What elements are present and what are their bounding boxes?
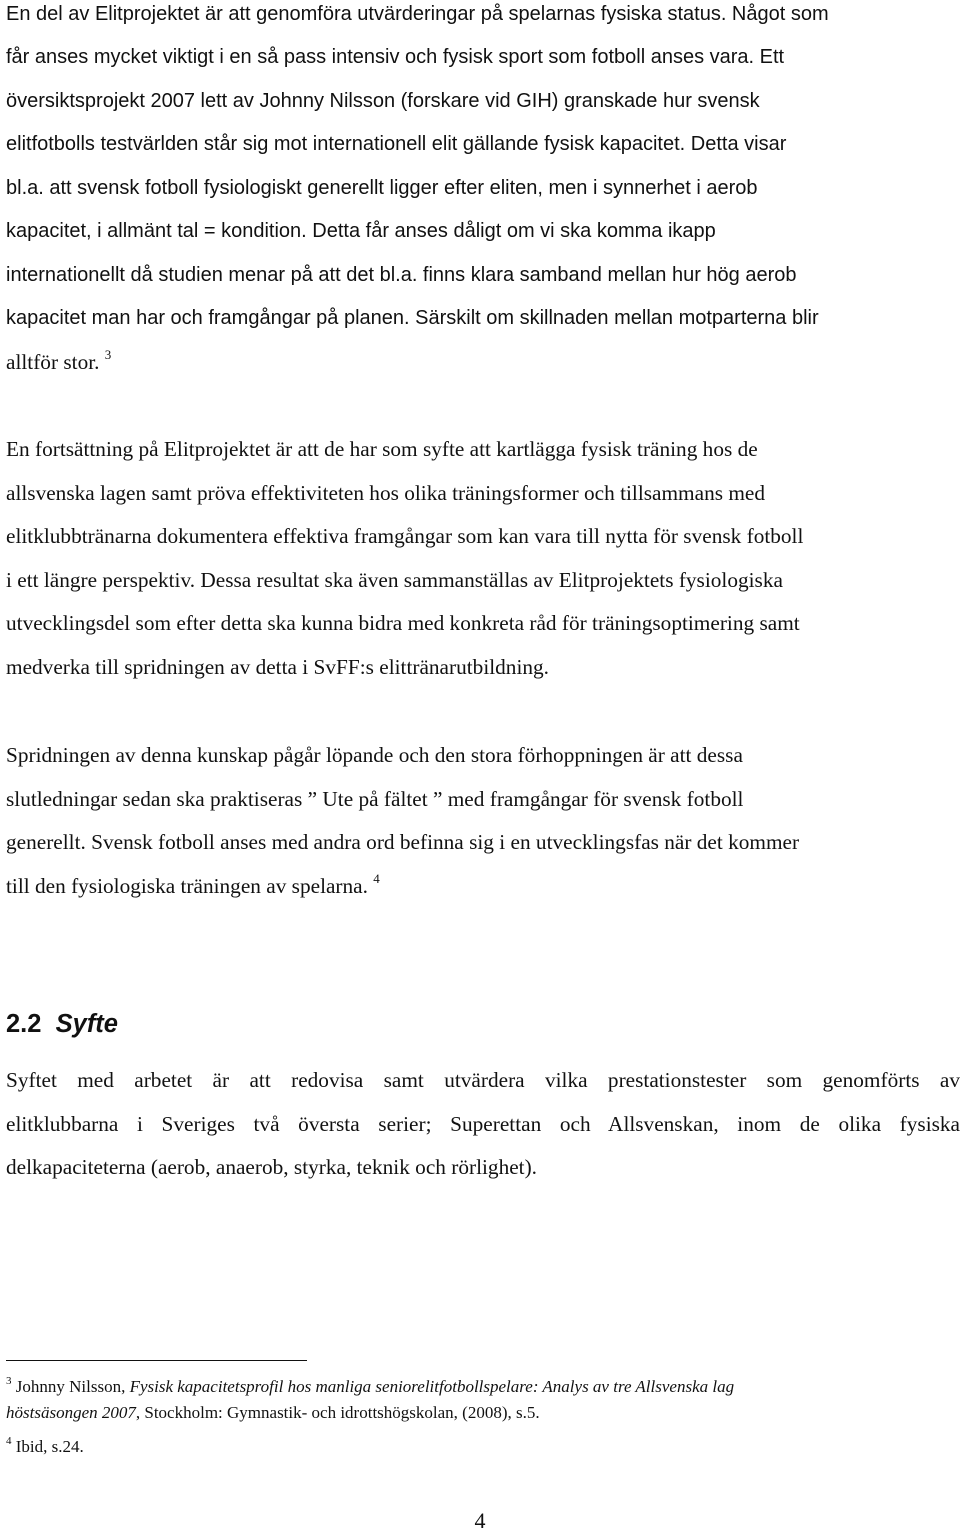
paragraph-line: i ett längre perspektiv. Dessa resultat ska även sammanställas av Elitprojektets fysiologiska [6, 568, 783, 592]
footnote-marker: 3 [6, 1375, 12, 1387]
paragraph-line: En fortsättning på Elitprojektet är att de har som syfte att kartlägga fysisk träning hos de [6, 437, 758, 461]
paragraph-line: Syftet med arbetet är att redovisa samt utvärdera vilka prestationstester som genomförts av [6, 1068, 960, 1092]
footnote-author: Johnny Nilsson, [15, 1377, 130, 1396]
paragraph-line: elitfotbolls testvärlden står sig mot internationell elit gällande fysisk kapacitet. Detta visar [6, 133, 787, 155]
paragraph-line: elitklubbtränarna dokumentera effektiva framgångar som kan vara till nytta för svensk fotboll [6, 524, 804, 548]
line-text: till den fysiologiska träningen av spelarna. [6, 874, 368, 898]
paragraph-line [6, 873, 380, 902]
paragraph-line: översiktsprojekt 2007 lett av Johnny Nilsson (forskare vid GIH) granskade hur svensk [6, 90, 760, 112]
paragraph-line: utvecklingsdel som efter detta ska kunna bidra med konkreta råd för träningsoptimering samt [6, 611, 800, 635]
footnote-title: höstsäsongen 2007 [6, 1403, 136, 1422]
page-number: 4 [474, 1508, 486, 1533]
paragraph-line: slutledningar sedan ska praktiseras ” Ute på fältet ” med framgångar för svensk fotboll [6, 787, 744, 811]
paragraph-line: allsvenska lagen samt pröva effektiviteten hos olika träningsformer och tillsammans med [6, 481, 765, 505]
paragraph-line: Spridningen av denna kunskap pågår löpande och den stora förhoppningen är att dessa [6, 743, 743, 767]
line-text: alltför stor. [6, 350, 100, 374]
paragraph-line: kapacitet man har och framgångar på planen. Särskilt om skillnaden mellan motparterna blir [6, 307, 819, 329]
footnote-reference: 3 [104, 347, 112, 362]
footnote-reference: 4 [373, 871, 380, 886]
footnote-marker: 4 [6, 1435, 12, 1447]
paragraph-line: delkapaciteterna (aerob, anaerob, styrka, teknik och rörlighet). [6, 1155, 537, 1179]
footnote-text: Ibid, s.24. [15, 1437, 84, 1456]
footnote-continuation [6, 1402, 540, 1424]
section-heading [6, 1008, 118, 1040]
paragraph-line: bl.a. att svensk fotboll fysiologiskt generellt ligger efter eliten, men i synnerhet i aerob [6, 177, 758, 199]
footnote-title: Fysisk kapacitetsprofil hos manliga seniorelitfotbollspelare: Analys av tre Allsvenska lag [129, 1377, 735, 1396]
paragraph-line: medverka till spridningen av detta i SvFF:s elittränarutbildning. [6, 655, 549, 679]
paragraph-line: generellt. Svensk fotboll anses med andra ord befinna sig i en utvecklingsfas när det kommer [6, 830, 800, 854]
footnote-publisher: , Stockholm: Gymnastik- och idrottshögskolan, (2008), s.5. [135, 1403, 540, 1422]
paragraph-line: En del av Elitprojektet är att genomföra utvärderingar på spelarnas fysiska status. Något som [6, 3, 829, 25]
paragraph-line: internationellt då studien menar på att det bl.a. finns klara samband mellan hur hög aerob [6, 264, 797, 286]
section-number: 2.2 [6, 1010, 42, 1038]
section-title: Syfte [55, 1010, 118, 1038]
footnote [6, 1436, 84, 1460]
paragraph-line [6, 349, 111, 378]
paragraph-line: får anses mycket viktigt i en så pass intensiv och fysisk sport som fotboll anses vara. Ett [6, 46, 785, 68]
paragraph-line: elitklubbarna i Sveriges två översta serier; Superettan och Allsvenskan, inom de olika fysiska [6, 1112, 960, 1136]
footnote [6, 1376, 734, 1400]
footnote-separator [6, 1360, 307, 1361]
paragraph-line: kapacitet, i allmänt tal = kondition. Detta får anses dåligt om vi ska komma ikapp [6, 220, 716, 242]
